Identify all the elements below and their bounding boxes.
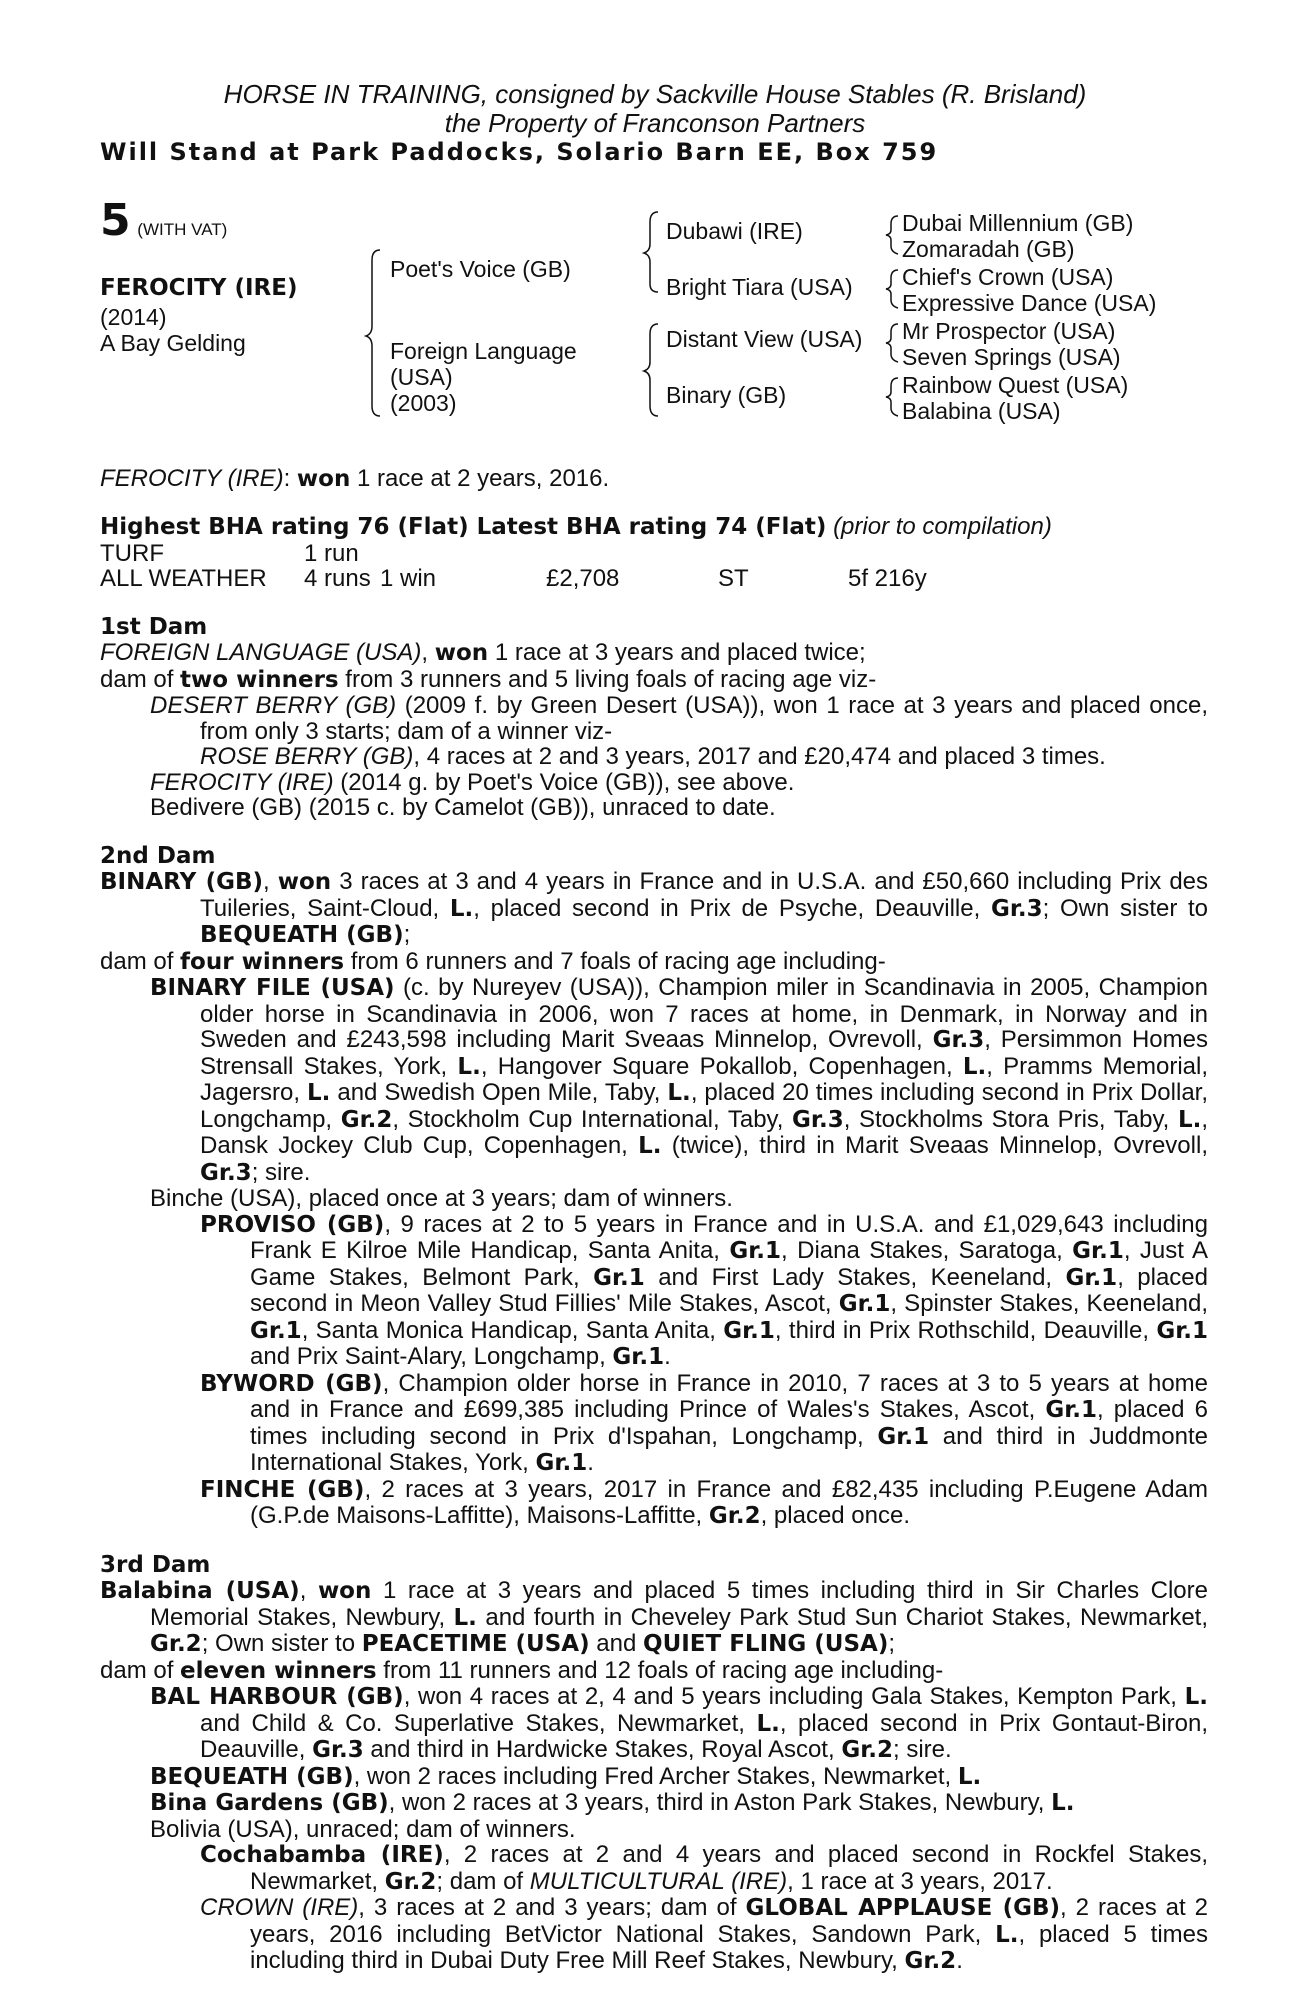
- sire-dam: Bright Tiara (USA): [666, 273, 853, 300]
- rating-heading: Highest BHA rating 76 (Flat) Latest BHA rating 74 (Flat): [100, 514, 827, 540]
- all-weather-record: ALL WEATHER 4 runs 1 win £2,708 ST 5f 216y: [100, 565, 927, 592]
- dam-line-2: (USA): [390, 363, 453, 390]
- race-summary: FEROCITY (IRE): won 1 race at 2 years, 2016.: [100, 464, 610, 492]
- horse-name: FEROCITY (IRE): [100, 274, 298, 301]
- produce-ferocity: FEROCITY (IRE) (2014 g. by Poet's Voice (GB)), see above.: [150, 768, 795, 796]
- first-dam-heading: 1st Dam: [100, 613, 208, 640]
- produce-crown: CROWN (IRE), 3 races at 2 and 3 years; dam of GLOBAL APPLAUSE (GB), 2 races at 2 years, 2016 including BetVictor National Stakes, Sandown Park, L., placed 5 times including third in Dubai Duty Free Mill Reef Stakes, Newbury, Gr.2.: [200, 1894, 1208, 1974]
- rating-block: [100, 514, 1210, 592]
- horse-description: A Bay Gelding: [100, 329, 246, 356]
- dam-sire: Distant View (USA): [666, 325, 863, 352]
- pedigree-brackets-sire: [362, 248, 386, 418]
- produce-bolivia: Bolivia (USA), unraced; dam of winners.: [150, 1815, 576, 1843]
- pedigree-bracket-dam-parents: [640, 320, 664, 420]
- foaling-year: (2014): [100, 303, 167, 330]
- ss-sire: Dubai Millennium (GB): [902, 209, 1134, 236]
- dd-dam: Balabina (USA): [902, 397, 1061, 424]
- second-dam-heading: 2nd Dam: [100, 842, 216, 869]
- binary-record: BINARY (GB), won 3 races at 3 and 4 years in France and in U.S.A. and £50,660 including Prix des Tuileries, Saint-Cloud, L., placed second in Prix de Psyche, Deauville, Gr.3; Own sister to BEQUEATH (GB);: [100, 868, 1209, 948]
- third-dam-heading: 3rd Dam: [100, 1551, 211, 1578]
- dam-line-3: (2003): [390, 389, 457, 416]
- produce-byword: BYWORD (GB), Champion older horse in France in 2010, 7 races at 3 to 5 years at home and in France and £699,385 including Prince of Wales's Stakes, Ascot, Gr.1, placed 6 times including second in Prix d'Ispahan, Longchamp, Gr.1 and third in Juddmonte International Stakes, York, Gr.1.: [200, 1369, 1209, 1476]
- produce-cochabamba: Cochabamba (IRE), 2 races at 2 and 4 years and placed second in Rockfel Stakes, Newmarket, Gr.2; dam of MULTICULTURAL (IRE), 1 race at 3 years, 2017.: [200, 1841, 1209, 1895]
- ds-sire: Mr Prospector (USA): [902, 317, 1116, 344]
- produce-binche: Binche (USA), placed once at 3 years; dam of winners.: [150, 1185, 733, 1212]
- balabina-record: Balabina (USA), won 1 race at 3 years and placed 5 times including third in Sir Charles Clore Memorial Stakes, Newbury, L. and fourth in Cheveley Park Stud Sun Chariot Stakes, Newmarket, Gr.2; Own sister to PEACETIME (USA) and QUIET FLING (USA);: [100, 1577, 1209, 1657]
- pedigree-brackets-grandparents: [880, 210, 904, 450]
- rating-note: (prior to compilation): [833, 513, 1052, 540]
- consignor-line: HORSE IN TRAINING, consigned by Sackville House Stables (R. Brisland): [223, 79, 1087, 109]
- pedigree-bracket-sire-parents: [640, 208, 664, 296]
- produce-bina-gardens: Bina Gardens (GB), won 2 races at 3 years, third in Aston Park Stakes, Newbury, L.: [150, 1789, 1075, 1816]
- dam-dam: Binary (GB): [666, 381, 787, 408]
- dam-line-1: Foreign Language: [390, 337, 577, 364]
- produce-proviso: PROVISO (GB), 9 races at 2 to 5 years in France and in U.S.A. and £1,029,643 including Frank E Kilroe Mile Handicap, Santa Anita, Gr.1, Diana Stakes, Saratoga, Gr.1, Just A Game Stakes, Belmont Park, Gr.1 and First Lady Stakes, Keeneland, Gr.1, placed second in Meon Valley Stud Fillies' Mile Stakes, Ascot, Gr.1, Spinster Stakes, Keeneland, Gr.1, Santa Monica Handicap, Santa Anita, Gr.1, third in Prix Rothschild, Deauville, Gr.1 and Prix Saint-Alary, Longchamp, Gr.1.: [200, 1210, 1209, 1370]
- sire-sire: Dubawi (IRE): [666, 217, 803, 244]
- ds-dam: Seven Springs (USA): [902, 343, 1121, 370]
- produce-bal-harbour: BAL HARBOUR (GB), won 4 races at 2, 4 and 5 years including Gala Stakes, Kempton Park, L. and Child & Co. Superlative Stakes, Newmarket, L., placed second in Prix Gontaut-Biron, Deauville, Gr.3 and third in Hardwicke Stakes, Royal Ascot, Gr.2; sire.: [150, 1683, 1209, 1763]
- produce-rose-berry: ROSE BERRY (GB), 4 races at 2 and 3 years, 2017 and £20,474 and placed 3 times.: [200, 743, 1106, 770]
- owner-line: the Property of Franconson Partners: [444, 108, 866, 138]
- produce-binary-file: BINARY FILE (USA) (c. by Nureyev (USA)), Champion miler in Scandinavia in 2005, Champion older horse in Scandinavia in 2006, won 7 races at home, in Denmark, in Norway and in Sweden and £243,598 including Marit Sveaas Minnelop, Ovrevoll, Gr.3, Persimmon Homes Strensall Stakes, York, L., Hangover Square Pokallob, Copenhagen, L., Pramms Memorial, Jagersro, L. and Swedish Open Mile, Taby, L., placed 20 times including second in Prix Dollar, Longchamp, Gr.2, Stockholm Cup International, Taby, Gr.3, Stockholms Stora Pris, Taby, L., Dansk Jockey Club Cup, Copenhagen, L. (twice), third in Marit Sveaas Minnelop, Ovrevoll, Gr.3; sire.: [150, 974, 1209, 1186]
- catalogue-page: [100, 80, 1210, 1975]
- second-dam-section: 2nd Dam BINARY (GB), won 3 races at 3 and 4 years in France and in U.S.A. and £50,660 including Prix des Tuileries, Saint-Cloud, L., placed second in Prix de Psyche, Deauville, Gr.3; Own sister to BEQUEATH (GB); dam of four winners from 6 runners and 7 foals of racing age including- BINARY FILE (USA) (c. by Nureyev (USA)), Champion miler in Scandinavia in 2005, Champion older horse in Scandinavia in 2006, won 7 races at home, in Denmark, in Norway and in Sweden and £243,598 including Marit Sveaas Minnelop, Ovrevoll, Gr.3, Persimmon Homes Strensall Stakes, York, L., Hangover Square Pokallob, Copenhagen, L., Pramms Memorial, Jagersro, L. and Swedish Open Mile, Taby, L., placed 20 times including second in Prix Dollar, Longchamp, Gr.2, Stockholm Cup International, Taby, Gr.3, Stockholms Stora Pris, Taby, L., Dansk Jockey Club Cup, Copenhagen, L. (twice), third in Marit Sveaas Minnelop, Ovrevoll, Gr.3; sire. Binche (USA), placed once at 3 years; dam of winners. PROVISO (GB), 9 races at 2 to 5 years in France and in U.S.A. and £1,029,643 including Frank E Kilroe Mile Handicap, Santa Anita, Gr.1, Diana Stakes, Saratoga, Gr.1, Just A Game Stakes, Belmont Park, Gr.1 and First Lady Stakes, Keeneland, Gr.1, placed second in Meon Valley Stud Fillies' Mile Stakes, Ascot, Gr.1, Spinster Stakes, Keeneland, Gr.1, Santa Monica Handicap, Santa Anita, Gr.1, third in Prix Rothschild, Deauville, Gr.1 and Prix Saint-Alary, Longchamp, Gr.1. BYWORD (GB), Champion older horse in France in 2010, 7 races at 3 to 5 years at home and in France and £699,385 including Prince of Wales's Stakes, Ascot, Gr.1, placed 6 times including second in Prix d'Ispahan, Longchamp, Gr.1 and third in Juddmonte International Stakes, York, Gr.1. FINCHE (GB), 2 races at 3 years, 2017 in France and £82,435 including P.Eugene Adam (G.P.de Maisons-Laffitte), Maisons-Laffitte, Gr.2, placed once.: [100, 842, 1209, 1529]
- produce-bedivere: Bedivere (GB) (2015 c. by Camelot (GB)), unraced to date.: [150, 794, 776, 821]
- sire: Poet's Voice (GB): [390, 255, 571, 282]
- pedigree-table: [100, 194, 1210, 458]
- sd-dam: Expressive Dance (USA): [902, 289, 1157, 316]
- first-dam-section: 1st Dam FOREIGN LANGUAGE (USA), won 1 race at 3 years and placed twice; dam of two winners from 3 runners and 5 living foals of racing age viz- DESERT BERRY (GB) (2009 f. by Green Desert (USA)), won 1 race at 3 years and placed once, from only 3 starts; dam of a winner viz- ROSE BERRY (GB), 4 races at 2 and 3 years, 2017 and £20,474 and placed 3 times. FEROCITY (IRE) (2014 g. by Poet's Voice (GB)), see above. Bedivere (GB) (2015 c. by Camelot (GB)), unraced to date.: [100, 613, 1208, 821]
- turf-record: TURF 1 run: [100, 539, 359, 567]
- produce-bequeath: BEQUEATH (GB), won 2 races including Fred Archer Stakes, Newmarket, L.: [150, 1762, 982, 1790]
- third-dam-section: 3rd Dam Balabina (USA), won 1 race at 3 years and placed 5 times including third in Sir Charles Clore Memorial Stakes, Newbury, L. and fourth in Cheveley Park Stud Sun Chariot Stakes, Newmarket, Gr.2; Own sister to PEACETIME (USA) and QUIET FLING (USA); dam of eleven winners from 11 runners and 12 foals of racing age including- BAL HARBOUR (GB), won 4 races at 2, 4 and 5 years including Gala Stakes, Kempton Park, L. and Child & Co. Superlative Stakes, Newmarket, L., placed second in Prix Gontaut-Biron, Deauville, Gr.3 and third in Hardwicke Stakes, Royal Ascot, Gr.2; sire. BEQUEATH (GB), won 2 races including Fred Archer Stakes, Newmarket, L. Bina Gardens (GB), won 2 races at 3 years, third in Aston Park Stakes, Newbury, L. Bolivia (USA), unraced; dam of winners. Cochabamba (IRE), 2 races at 2 and 4 years and placed second in Rockfel Stakes, Newmarket, Gr.2; dam of MULTICULTURAL (IRE), 1 race at 3 years, 2017. CROWN (IRE), 3 races at 2 and 3 years; dam of GLOBAL APPLAUSE (GB), 2 races at 2 years, 2016 including BetVictor National Stakes, Sandown Park, L., placed 5 times including third in Dubai Duty Free Mill Reef Stakes, Newbury, Gr.2.: [100, 1551, 1209, 1974]
- vat-note: (WITH VAT): [137, 219, 228, 239]
- lot-number-row: [100, 194, 228, 246]
- lot-number: 5: [100, 194, 131, 246]
- location-line: Will Stand at Park Paddocks, Solario Barn EE, Box 759: [100, 138, 939, 166]
- ss-dam: Zomaradah (GB): [902, 235, 1075, 262]
- produce-finche: FINCHE (GB), 2 races at 3 years, 2017 in France and £82,435 including P.Eugene Adam (G.P.de Maisons-Laffitte), Maisons-Laffitte, Gr.2, placed once.: [200, 1475, 1208, 1529]
- dd-sire: Rainbow Quest (USA): [902, 371, 1129, 398]
- sd-sire: Chief's Crown (USA): [902, 263, 1114, 290]
- produce-desert-berry: DESERT BERRY (GB) (2009 f. by Green Desert (USA)), won 1 race at 3 years and placed once, from only 3 starts; dam of a winner viz-: [150, 692, 1208, 745]
